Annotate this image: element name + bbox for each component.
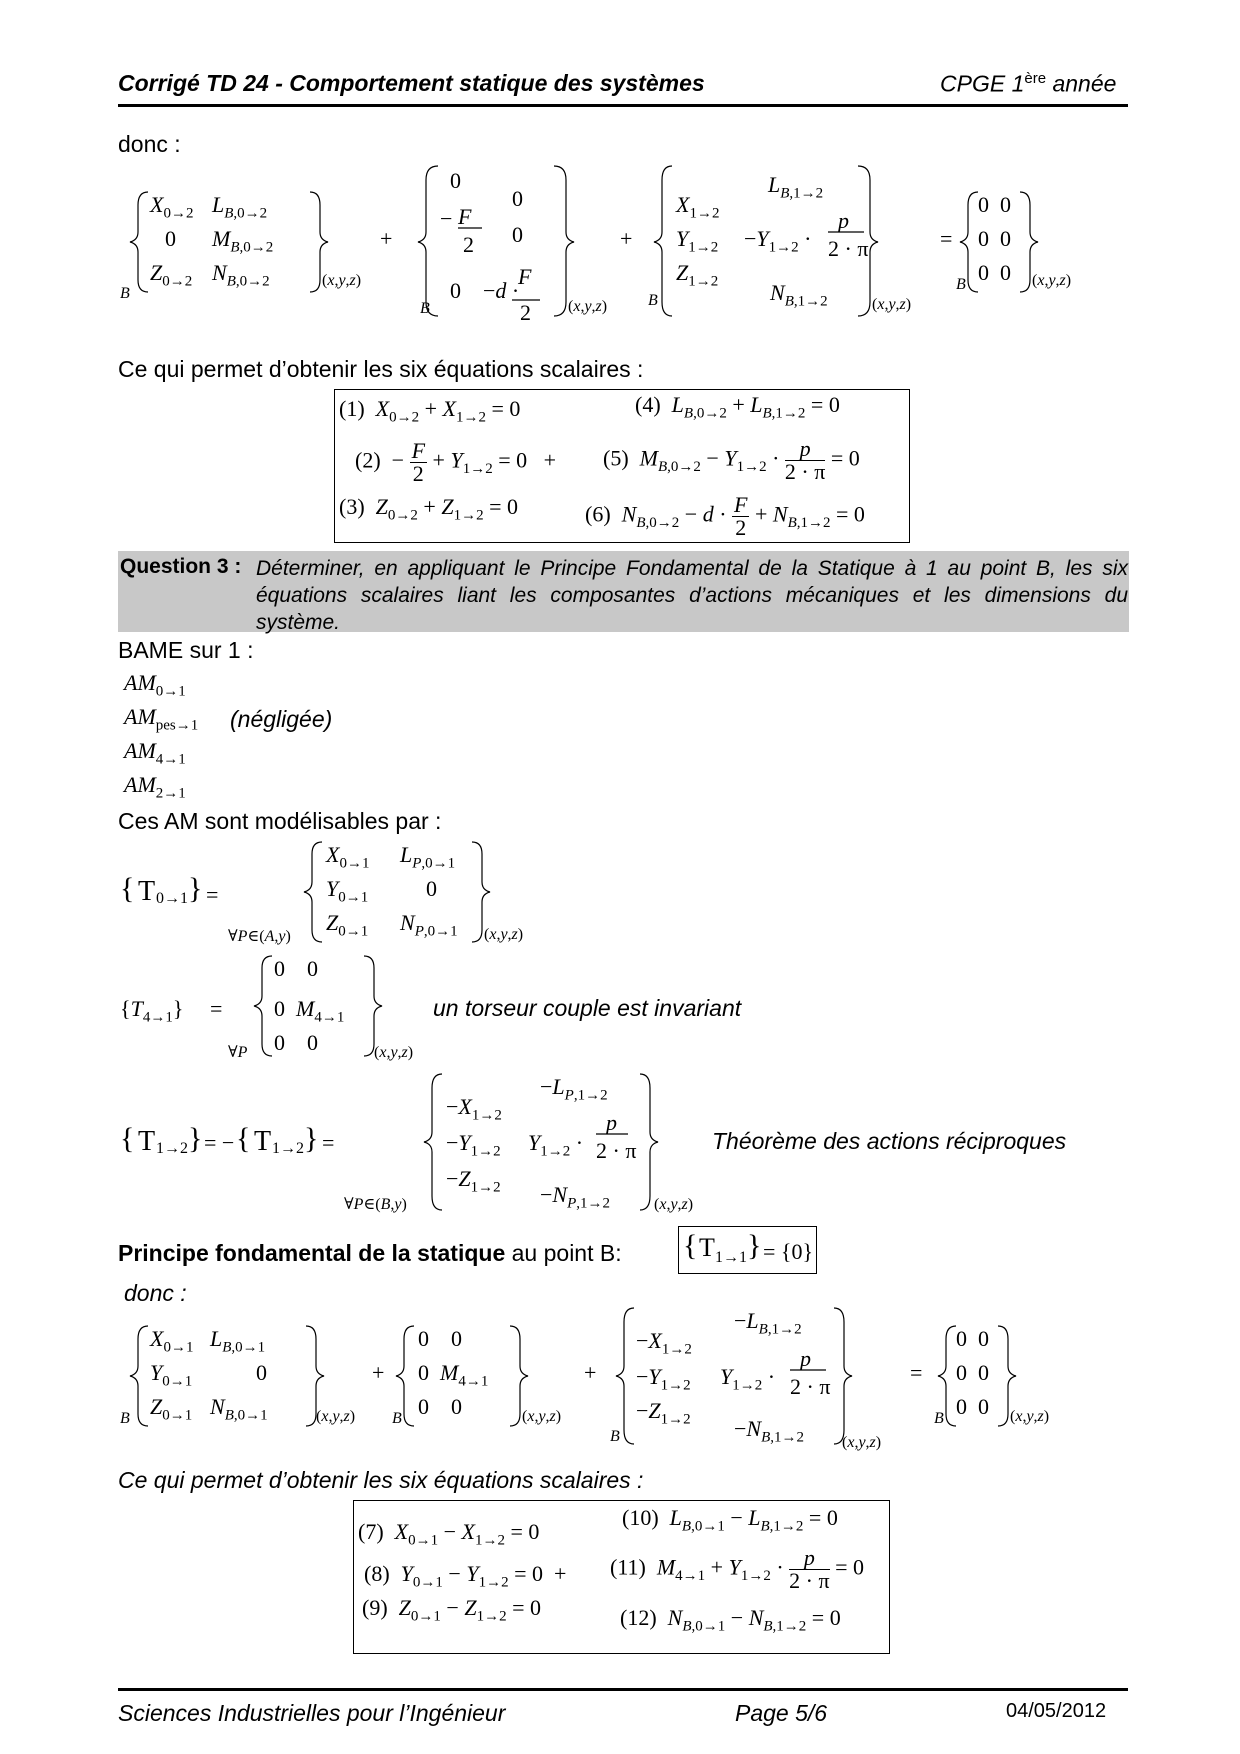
eq-7: (7) $X_{0\to 1} - X_{1\to 2} = 0$ xyxy=(358,1519,540,1549)
negligee-note: (négligée) xyxy=(230,706,333,732)
modelisables-label: Ces AM sont modélisables par : xyxy=(118,808,442,834)
am-0-1-sym: AM xyxy=(124,670,156,695)
reciproques-note: Théorème des actions réciproques xyxy=(712,1128,1067,1154)
footer-left: Sciences Industrielles pour l’Ingénieur xyxy=(118,1700,506,1726)
torsor-t41: $\{T_{4\to 1}\}$ = 0 0 0 $M_{4\to 1}$ 0 0 ∀P (x,y,z) xyxy=(120,952,540,1062)
pfs-box: { T 1→1 } = {0} xyxy=(678,1226,817,1274)
torsor-t01: { T 0→1 } = $X_{0\to 1}$ $L_{P,0\to 1}$ $Y_{0\to 1}$ 0 $Z_{0\to 1}$ $N_{P,0\to 1}$ ∀P∈(A,y) (x,y,z) xyxy=(120,838,580,948)
eq-1: (1) $X_{0\to 2} + X_{1\to 2} = 0$ xyxy=(339,396,521,426)
am-pes-1-sym: AM xyxy=(124,704,156,729)
eq-9: (9) $Z_{0\to 1} - Z_{1\to 2} = 0$ xyxy=(362,1595,541,1625)
question-text: Déterminer, en appliquant le Principe Fondamental de la Statique à 1 au point B, les six équations scalaires liant les composantes d’actions mécaniques et les dimensions du système. xyxy=(256,557,1128,634)
eq-9-num: (9) xyxy=(362,1595,388,1620)
eq-3-num: (3) xyxy=(339,494,365,519)
am-4-1-sub: 4→1 xyxy=(155,751,186,768)
am-2-1-sub: 2→1 xyxy=(155,785,186,802)
am-2-1-sym: AM xyxy=(124,772,156,797)
header-class-tail: année xyxy=(1046,70,1117,97)
eq-12-num: (12) xyxy=(620,1605,657,1630)
eq-10: (10) $L_{B,0\to 1} - L_{B,1\to 2} = 0$ xyxy=(622,1505,838,1535)
eq-1-num: (1) xyxy=(339,396,365,421)
footer-date: 04/05/2012 xyxy=(1006,1700,1107,1722)
eq-11-num: (11) xyxy=(610,1554,646,1580)
am-pes-1 xyxy=(124,704,198,734)
eq-5: (5) $M_{B,0\to 2} - Y_{1\to 2}$ · $\frac{p}{2 \cdot \pi}$ = 0 xyxy=(603,436,860,484)
am-0-1-sub: 0→1 xyxy=(155,683,186,700)
equations-box-2 xyxy=(353,1500,890,1654)
footer-rule xyxy=(118,1688,1128,1691)
eq-8-num: (8) xyxy=(364,1561,390,1586)
eq-12: (12) $N_{B,0\to 1} - N_{B,1\to 2} = 0$ xyxy=(620,1605,841,1635)
am-0-1 xyxy=(124,670,186,700)
pfs-bold: Principe fondamental de la statique xyxy=(118,1240,506,1266)
eq-4-num: (4) xyxy=(635,392,661,417)
header-class xyxy=(940,70,1116,98)
eq-3: (3) $Z_{0\to 2} + Z_{1\to 2} = 0$ xyxy=(339,494,518,524)
eq-7-num: (7) xyxy=(358,1519,384,1544)
donc-label-1: donc : xyxy=(118,131,181,157)
eq-6: (6) $N_{B,0\to 2} - d$ · $\frac{F}{2}$ + $N_{B,1\to 2} = 0$ xyxy=(585,492,865,540)
am-4-1 xyxy=(124,738,186,768)
am-2-1 xyxy=(124,772,186,802)
couple-invariant-note: un torseur couple est invariant xyxy=(433,995,742,1021)
question-label: Question 3 : xyxy=(120,555,242,578)
am-4-1-sym: AM xyxy=(124,738,156,763)
six-eq-label-2: Ce qui permet d’obtenir les six équations scalaires : xyxy=(118,1467,644,1493)
torsor-sum-2: B $X_{0\to 1}$ $L_{B,0\to 1}$ $Y_{0\to 1}$ 0 $Z_{0\to 1}$ $N_{B,0\to 1}$ (x,y,z) + B 0 0 0 $M_{4\to 1}$ 0 0 (x,y,z) + B $-X_{1\to 2}$ $-L_{B,1\to 2}$ $-Y_{1\to 2}$ $Y_{1\to 2}$ · p 2 · π $-Z_{1\to 2}$ $-N_{B,1\to 2}$ (x,y,z) = B 0 0 0 0 0 0 (x,y,z) xyxy=(120,1304,1140,1464)
eq-2-num: (2) xyxy=(355,447,381,473)
header-class-text: CPGE 1 xyxy=(940,70,1025,97)
header-class-sup: ère xyxy=(1024,70,1047,87)
am-pes-1-sub: pes→1 xyxy=(155,717,199,734)
eq-10-num: (10) xyxy=(622,1505,659,1530)
pfs-rest: au point B: xyxy=(505,1240,622,1266)
eq-4: (4) $L_{B,0\to 2} + L_{B,1\to 2} = 0$ xyxy=(635,392,840,422)
footer-page: Page 5/6 xyxy=(735,1700,828,1726)
six-eq-label-1: Ce qui permet d’obtenir les six équations scalaires : xyxy=(118,356,644,382)
equations-box-1 xyxy=(334,389,910,543)
header-rule xyxy=(118,104,1128,107)
bame-label: BAME sur 1 : xyxy=(118,637,254,663)
torsor-t12: { T 1→2 } = − { T 1→2 } = $-X_{1\to 2}$ $-L_{P,1\to 2}$ $-Y_{1\to 2}$ $Y_{1\to 2}$ · p 2 · π $-Z_{1\to 2}$ $-N_{P,1\to 2}$ ∀P∈(B,y) (x,y,z) xyxy=(120,1070,720,1220)
torsor-sum-1: B $X_{0\to 2}$ $L_{B,0\to 2}$ 0 $M_{B,0\to 2}$ $Z_{0\to 2}$ $N_{B,0\to 2}$ (x,y,z) + 0 0 − F 2 0 0 −d · F 2 (x,y,z) B + B $X_{1\to 2}$ $L_{B,1\to 2}$ $Y_{1\to 2}$ $-Y_{1\to 2}$ · p 2 · π $Z_{1\to 2}$ $N_{B,1\to 2}$ (x,y,z) = B 0 0 0 0 0 0 (x,y,z) xyxy=(120,160,1140,325)
eq-8: (8) $Y_{0\to 1} - Y_{1\to 2} = 0$ + xyxy=(364,1561,567,1591)
donc-label-2: donc : xyxy=(124,1280,187,1306)
eq-2: (2) − $\frac{F}{2}$ + $Y_{1\to 2} = 0$ + xyxy=(355,438,557,486)
pfs-line xyxy=(118,1240,622,1267)
eq-11: (11) $M_{4\to 1} + Y_{1\to 2}$ · $\frac{p}{2 \cdot \pi}$ = 0 xyxy=(610,1545,865,1593)
eq-6-num: (6) xyxy=(585,501,611,527)
eq-5-num: (5) xyxy=(603,445,629,471)
header-title: Corrigé TD 24 - Comportement statique des systèmes xyxy=(118,70,705,96)
